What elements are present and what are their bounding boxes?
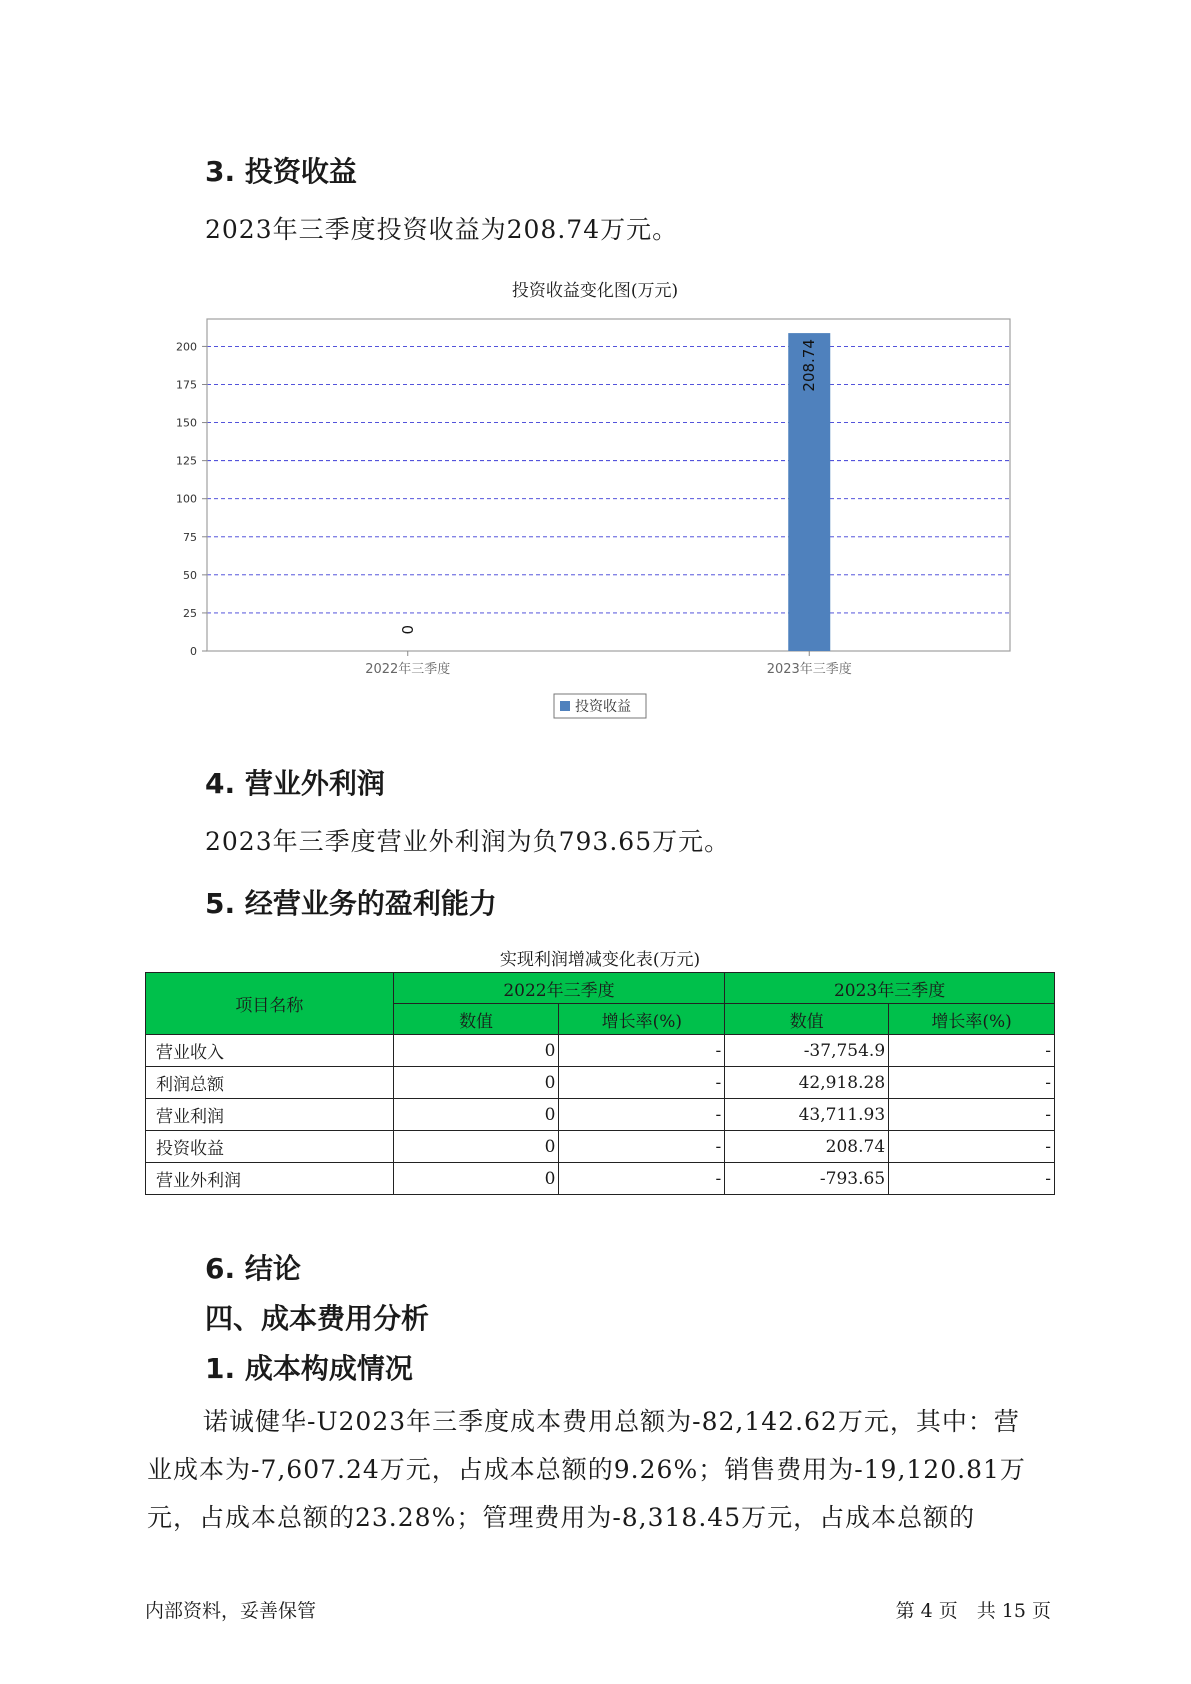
value-2023: -793.65	[725, 1163, 889, 1195]
x-tick-label: 2023年三季度	[766, 662, 852, 677]
part-title-cost-analysis: 四、成本费用分析	[205, 1302, 430, 1335]
paragraph-line: 业成本为-7,607.24万元，占成本总额的9.26%；销售费用为-19,120.81万	[147, 1455, 1026, 1484]
table-row	[146, 1099, 1055, 1131]
chart-title: 投资收益变化图(万元)	[511, 281, 679, 301]
y-tick-label: 25	[183, 606, 197, 620]
y-tick-label: 200	[176, 340, 197, 354]
growth-2022: -	[559, 1131, 725, 1163]
growth-2023: -	[889, 1067, 1055, 1099]
section-title-conclusion: 6. 结论	[205, 1252, 301, 1285]
header-growth-2022: 增长率(%)	[559, 1004, 725, 1035]
section-title-investment-income: 3. 投资收益	[205, 155, 357, 188]
value-2023: 43,711.93	[725, 1099, 889, 1131]
row-name: 投资收益	[146, 1131, 394, 1163]
value-2022: 0	[393, 1131, 559, 1163]
section-title-cost-structure: 1. 成本构成情况	[205, 1352, 413, 1385]
value-2023: -37,754.9	[725, 1035, 889, 1067]
profit-change-table	[145, 972, 1055, 1195]
header-value-2022: 数值	[393, 1004, 559, 1035]
value-2022: 0	[393, 1035, 559, 1067]
header-growth-2023: 增长率(%)	[889, 1004, 1055, 1035]
paragraph-line: 元，占成本总额的23.28%；管理费用为-8,318.45万元，占成本总额的	[147, 1503, 976, 1532]
header-period-2022: 2022年三季度	[393, 973, 725, 1004]
table-row	[146, 1163, 1055, 1195]
value-2022: 0	[393, 1099, 559, 1131]
row-name: 利润总额	[146, 1067, 394, 1099]
growth-2022: -	[559, 1099, 725, 1131]
value-2023: 42,918.28	[725, 1067, 889, 1099]
y-tick-label: 50	[183, 568, 197, 582]
investment-income-chart	[150, 310, 1040, 730]
growth-2023: -	[889, 1131, 1055, 1163]
growth-2023: -	[889, 1099, 1055, 1131]
y-tick-label: 100	[176, 492, 197, 506]
table-caption: 实现利润增减变化表(万元)	[499, 950, 701, 970]
x-tick-label: 2022年三季度	[365, 662, 451, 677]
row-name: 营业利润	[146, 1099, 394, 1131]
growth-2022: -	[559, 1035, 725, 1067]
non-operating-profit-text: 2023年三季度营业外利润为负793.65万元。	[205, 827, 731, 856]
footer-confidential: 内部资料，妥善保管	[145, 1600, 317, 1622]
plot-frame	[207, 319, 1010, 651]
data-label: 0	[398, 625, 417, 635]
investment-income-text: 2023年三季度投资收益为208.74万元。	[205, 215, 679, 244]
value-2022: 0	[393, 1163, 559, 1195]
y-tick-label: 0	[190, 645, 197, 658]
y-tick-label: 150	[176, 416, 197, 430]
section-title-profitability: 5. 经营业务的盈利能力	[205, 887, 497, 920]
data-label: 208.74	[800, 339, 819, 392]
header-period-2023: 2023年三季度	[725, 973, 1055, 1004]
growth-2022: -	[559, 1067, 725, 1099]
y-tick-label: 175	[176, 378, 197, 392]
cost-structure-paragraph	[147, 1398, 1047, 1542]
row-name: 营业收入	[146, 1035, 394, 1067]
header-value-2023: 数值	[725, 1004, 889, 1035]
footer-page-number: 第 4 页 共 15 页	[895, 1600, 1051, 1622]
value-2023: 208.74	[725, 1131, 889, 1163]
legend-label: 投资收益	[575, 699, 631, 715]
table-row	[146, 1035, 1055, 1067]
header-item-name: 项目名称	[146, 973, 394, 1035]
section-title-non-operating-profit: 4. 营业外利润	[205, 767, 385, 800]
y-tick-label: 125	[176, 454, 197, 468]
growth-2023: -	[889, 1163, 1055, 1195]
growth-2022: -	[559, 1163, 725, 1195]
paragraph-line: 诺诚健华-U2023年三季度成本费用总额为-82,142.62万元，其中：营	[203, 1407, 1020, 1436]
table-row	[146, 1067, 1055, 1099]
growth-2023: -	[889, 1035, 1055, 1067]
value-2022: 0	[393, 1067, 559, 1099]
y-tick-label: 75	[183, 530, 197, 544]
row-name: 营业外利润	[146, 1163, 394, 1195]
legend-swatch	[560, 701, 570, 711]
table-row	[146, 1131, 1055, 1163]
